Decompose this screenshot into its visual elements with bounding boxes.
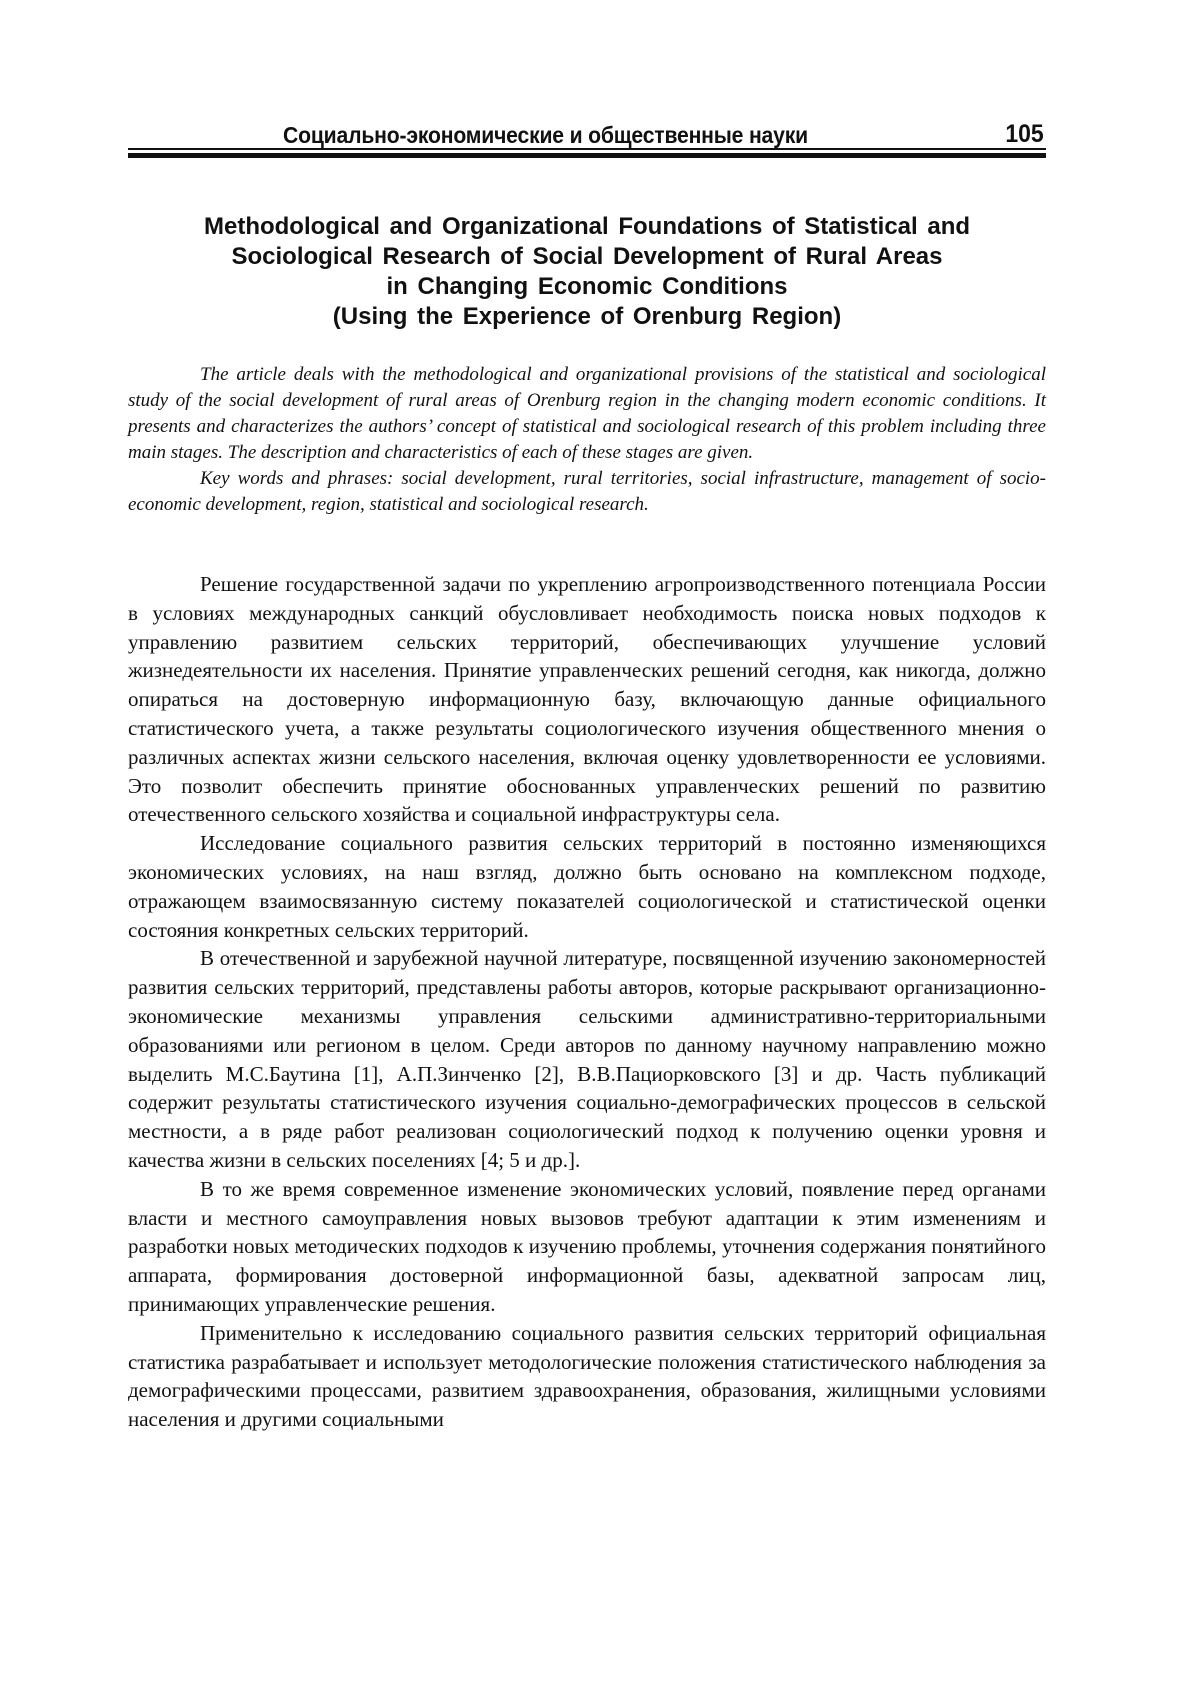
running-title: Социально-экономические и общественные науки (283, 122, 808, 148)
page-number: 105 (1005, 120, 1044, 148)
header-rule-thin (128, 148, 1046, 150)
keywords-text: Key words and phrases: social development, rural territories, social infrastructure, management of socio-economic development, region, statistical and sociological research. (128, 468, 1046, 515)
article-body (128, 570, 1046, 1434)
article-title-line: in Changing Economic Conditions (386, 273, 788, 300)
header-rule-thick (128, 153, 1046, 158)
body-paragraph: Исследование социального развития сельских территорий в постоянно изменяющихся экономических условиях, на наш взгляд, должно быть основано на комплексном подходе, отражающем взаимосвязанную систему показателей социологической и статистической оценки состояния конкретных сельских территорий. (128, 831, 1046, 942)
body-paragraph: Решение государственной задачи по укреплению агропроизводственного потенциала России в условиях международных санкций обусловливает необходимость поиска новых подходов к управлению развитием сельских территорий, обеспечивающих улучшение условий жизнедеятельности их населения. Принятие управленческих решений сегодня, как никогда, должно опираться на достоверную информационную базу, включающую данные официального статистического учета, а также результаты социологического изучения общественного мнения о различных аспектах жизни сельского населения, включая оценку удовлетворенности ее условиями. Это позволит обеспечить принятие обоснованных управленческих решений по развитию отечественного сельского хозяйства и социальной инфраструктуры села. (128, 572, 1046, 827)
article-title (128, 212, 1046, 332)
body-paragraph: В то же время современное изменение экономических условий, появление перед органами власти и местного самоуправления новых вызовов требуют адаптации к этим изменениям и разработки новых методических подходов к изучению проблемы, уточнения содержания понятийного аппарата, формирования достоверной информационной базы, адекватной запросам лиц, принимающих управленческие решения. (128, 1176, 1046, 1316)
body-paragraph: В отечественной и зарубежной научной литературе, посвященной изучению закономерностей развития сельских территорий, представлены работы авторов, которые раскрывают организационно-экономические механизмы управления сельскими административно-территориальными образованиями или регионом в целом. Среди авторов по данному научному направлению можно выделить М.С.Баутина [1], А.П.Зинченко [2], В.В.Пациорковского [3] и др. Часть публикаций содержит результаты статистического изучения социально-демографических процессов в сельской местности, а в ряде работ реализован социологический подход к получению оценки уровня и качества жизни в сельских поселениях [4; 5 и др.]. (128, 946, 1046, 1172)
body-paragraph: Применительно к исследованию социального развития сельских территорий официальная статистика разрабатывает и использует методологические положения статистического наблюдения за демографическими процессами, развитием здравоохранения, образования, жилищными условиями населения и другими социальными (128, 1320, 1046, 1432)
article-title-line: Sociological Research of Social Development of Rural Areas (231, 243, 943, 270)
abstract-text: The article deals with the methodological and organizational provisions of the statistical and sociological study of the social development of rural areas of Orenburg region in the changing modern economic conditions. It presents and characterizes the authors’ concept of statistical and sociological research of this problem including three main stages. The description and characteristics of each of these stages are given. (128, 364, 1046, 463)
running-header (128, 120, 1046, 150)
article-title-line: (Using the Experience of Orenburg Region) (332, 303, 842, 330)
abstract-block (128, 362, 1046, 518)
article-title-line: Methodological and Organizational Foundations of Statistical and (203, 213, 971, 240)
